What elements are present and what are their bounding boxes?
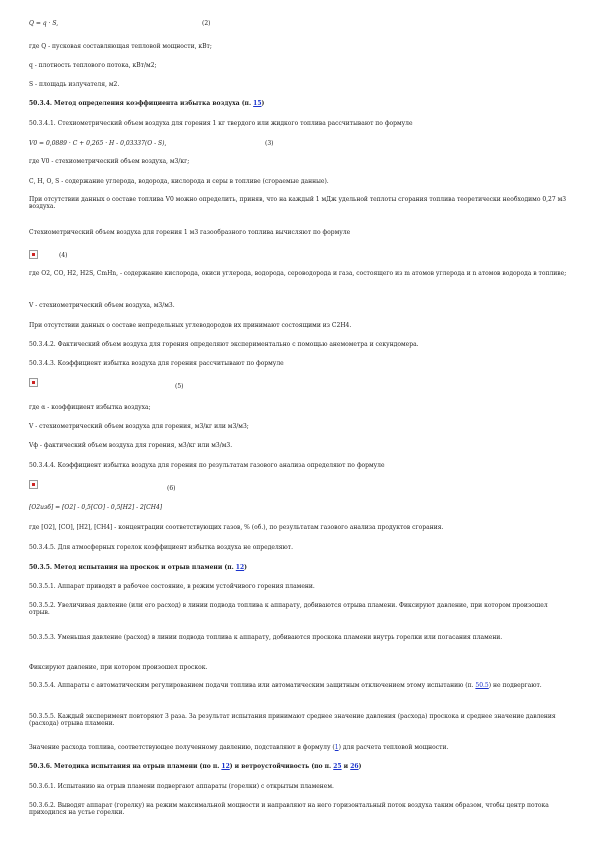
formula-2-number: (2) xyxy=(202,20,211,27)
def-vst-text: V - стехиометрический объем воздуха для горения, м3/кг или м3/м3; xyxy=(29,423,249,430)
fix-pressure-text: Фиксируют давление, при котором произошел проскок. xyxy=(29,664,208,671)
formula-6-number: (6) xyxy=(167,485,176,492)
section-50-3-5-3: 50.3.5.3. Уменьшая давление (расход) в линии подвода топлива к аппарату, добиваются проскока пламени внутрь горелки или погасания пламени. xyxy=(29,634,503,641)
broken-image-icon xyxy=(29,480,38,489)
formula-2 xyxy=(29,20,569,27)
section-50-3-4-4: 50.3.4.4. Коэффициент избытка воздуха для горения по результатам газового анализа определяют по формуле xyxy=(29,462,385,469)
section-50-3-5-2: 50.3.5.2. Увеличивая давление (или его расход) в линии подвода топлива к аппарату, добиваются отрыва пламени. Фиксируют давление, при котором произошел отрыв. xyxy=(29,602,548,616)
section-50-3-6-heading: 50.3.6. Методика испытания на отрыв пламени (по п. 12) и ветроустойчивость (по п. 25 и 26) xyxy=(29,763,362,770)
where-conc-text: где [O2], [CO], [H2], [CH4] - концентрации соответствующих газов, % (об.), по результатам газового анализа продуктов сгорания. xyxy=(29,524,444,531)
formula-3 xyxy=(29,140,569,147)
section-50-3-6-2: 50.3.6.2. Выводят аппарат (горелку) на режим максимальной мощности и направляют на него горизонтальный поток воздуха таким образом, чтобы центр потока приходился на устье горелки. xyxy=(29,802,549,816)
def-chos-text: С, Н, О, S - содержание углерода, водорода, кислорода и серы в топливе (сгораемые данные). xyxy=(29,178,329,185)
section-50-3-4-5: 50.3.4.5. Для атмосферных горелок коэффициент избытка воздуха не определяют. xyxy=(29,544,293,551)
gas-intro-text: Стехиометрический объем воздуха для горения 1 м3 газообразного топлива вычисляют по формуле xyxy=(29,229,351,236)
section-50-3-5-4: 50.3.5.4. Аппараты с автоматическим регулированием подачи топлива или автоматическим защитным отключением этому испытанию (п. 50.5) не подвергают. xyxy=(29,682,542,689)
where-q-text: где Q - пусковая составляющая тепловой мощности, кВт; xyxy=(29,43,212,50)
formula-3-number: (3) xyxy=(265,140,274,147)
link-item-26[interactable]: 26 xyxy=(350,763,359,770)
def-q-text: q - плотность теплового потока, кВт/м2; xyxy=(29,62,157,69)
where-gas-text: где О2, СО, Н2, Н2S, CmHn, - содержание кислорода, окиси углерода, водорода, сероводорода и газа, состоящего из m атомов углерода и n атомов водорода в топливе; xyxy=(29,270,567,277)
link-item-25[interactable]: 25 xyxy=(333,763,342,770)
section-50-3-5-5: 50.3.5.5. Каждый эксперимент повторяют 3 раза. За результат испытания принимают среднее значение давления (расхода) проскока и среднее значение давления (расхода) отрыва пламени. xyxy=(29,713,556,727)
def-vf-text: Vф - фактический объем воздуха для горения, м3/кг или м3/м3. xyxy=(29,442,233,449)
formula-3-expression: V0 = 0,0889 · С + 0,265 · Н - 0,03337(О - S), xyxy=(29,140,167,147)
section-50-3-4-1: 50.3.4.1. Стехиометрический объем воздуха для горения 1 кг твердого или жидкого топлива рассчитывают по формуле xyxy=(29,120,413,127)
note-gas-text: При отсутствии данных о составе непредельных углеводородов их принимают состоящими из С2Н4. xyxy=(29,322,352,329)
section-50-3-5-1: 50.3.5.1. Аппарат приводят в рабочее состояние, в режим устойчивого горения пламени. xyxy=(29,583,315,590)
formula-5-number: (5) xyxy=(175,383,184,390)
formula-2-expression: Q = q · S, xyxy=(29,20,59,27)
section-50-3-5-heading: 50.3.5. Метод испытания на проскок и отрыв пламени (п. 12) xyxy=(29,564,247,571)
def-s-text: S - площадь излучателя, м2. xyxy=(29,81,120,88)
def-v-text: V - стехиометрический объем воздуха, м3/м3. xyxy=(29,302,175,309)
link-item-12-b[interactable]: 12 xyxy=(221,763,230,770)
formula-6-extra: [O2изб] = [O2] - 0,5[CO] - 0,5[H2] - 2[CH4] xyxy=(29,504,163,511)
section-50-3-4-3: 50.3.4.3. Коэффициент избытка воздуха для горения рассчитывают по формуле xyxy=(29,360,284,367)
broken-image-icon xyxy=(29,378,38,387)
section-50-3-4-2: 50.3.4.2. Фактический объем воздуха для горения определяют экспериментально с помощью анемометра и секундомера. xyxy=(29,341,419,348)
note-absent-data: При отсутствии данных о составе топлива V0 можно определить, приняв, что на каждый 1 мДж удельной теплоты сгорания топлива теоретически необходимо 0,27 м3 воздуха. xyxy=(29,196,567,210)
section-50-3-6-1: 50.3.6.1. Испытанию на отрыв пламени подвергают аппараты (горелки) с открытым пламенем. xyxy=(29,783,334,790)
consumption-text: Значение расхода топлива, соответствующее полученному давлению, подставляют в формулу (1) для расчета тепловой мощности. xyxy=(29,744,449,751)
link-item-12[interactable]: 12 xyxy=(235,564,245,571)
link-formula-1[interactable]: 1 xyxy=(334,744,339,751)
where-v0-text: где V0 - стехиометрический объем воздуха, м3/кг; xyxy=(29,158,190,165)
formula-4-number: (4) xyxy=(59,252,68,259)
broken-image-icon xyxy=(29,250,38,259)
section-50-3-4-heading: 50.3.4. Метод определения коэффициента избытка воздуха (п. 15) xyxy=(29,100,265,107)
link-item-50-5[interactable]: 50.5 xyxy=(475,682,489,689)
def-alpha-text: где α - коэффициент избытка воздуха; xyxy=(29,404,151,411)
link-item-15[interactable]: 15 xyxy=(253,100,262,107)
